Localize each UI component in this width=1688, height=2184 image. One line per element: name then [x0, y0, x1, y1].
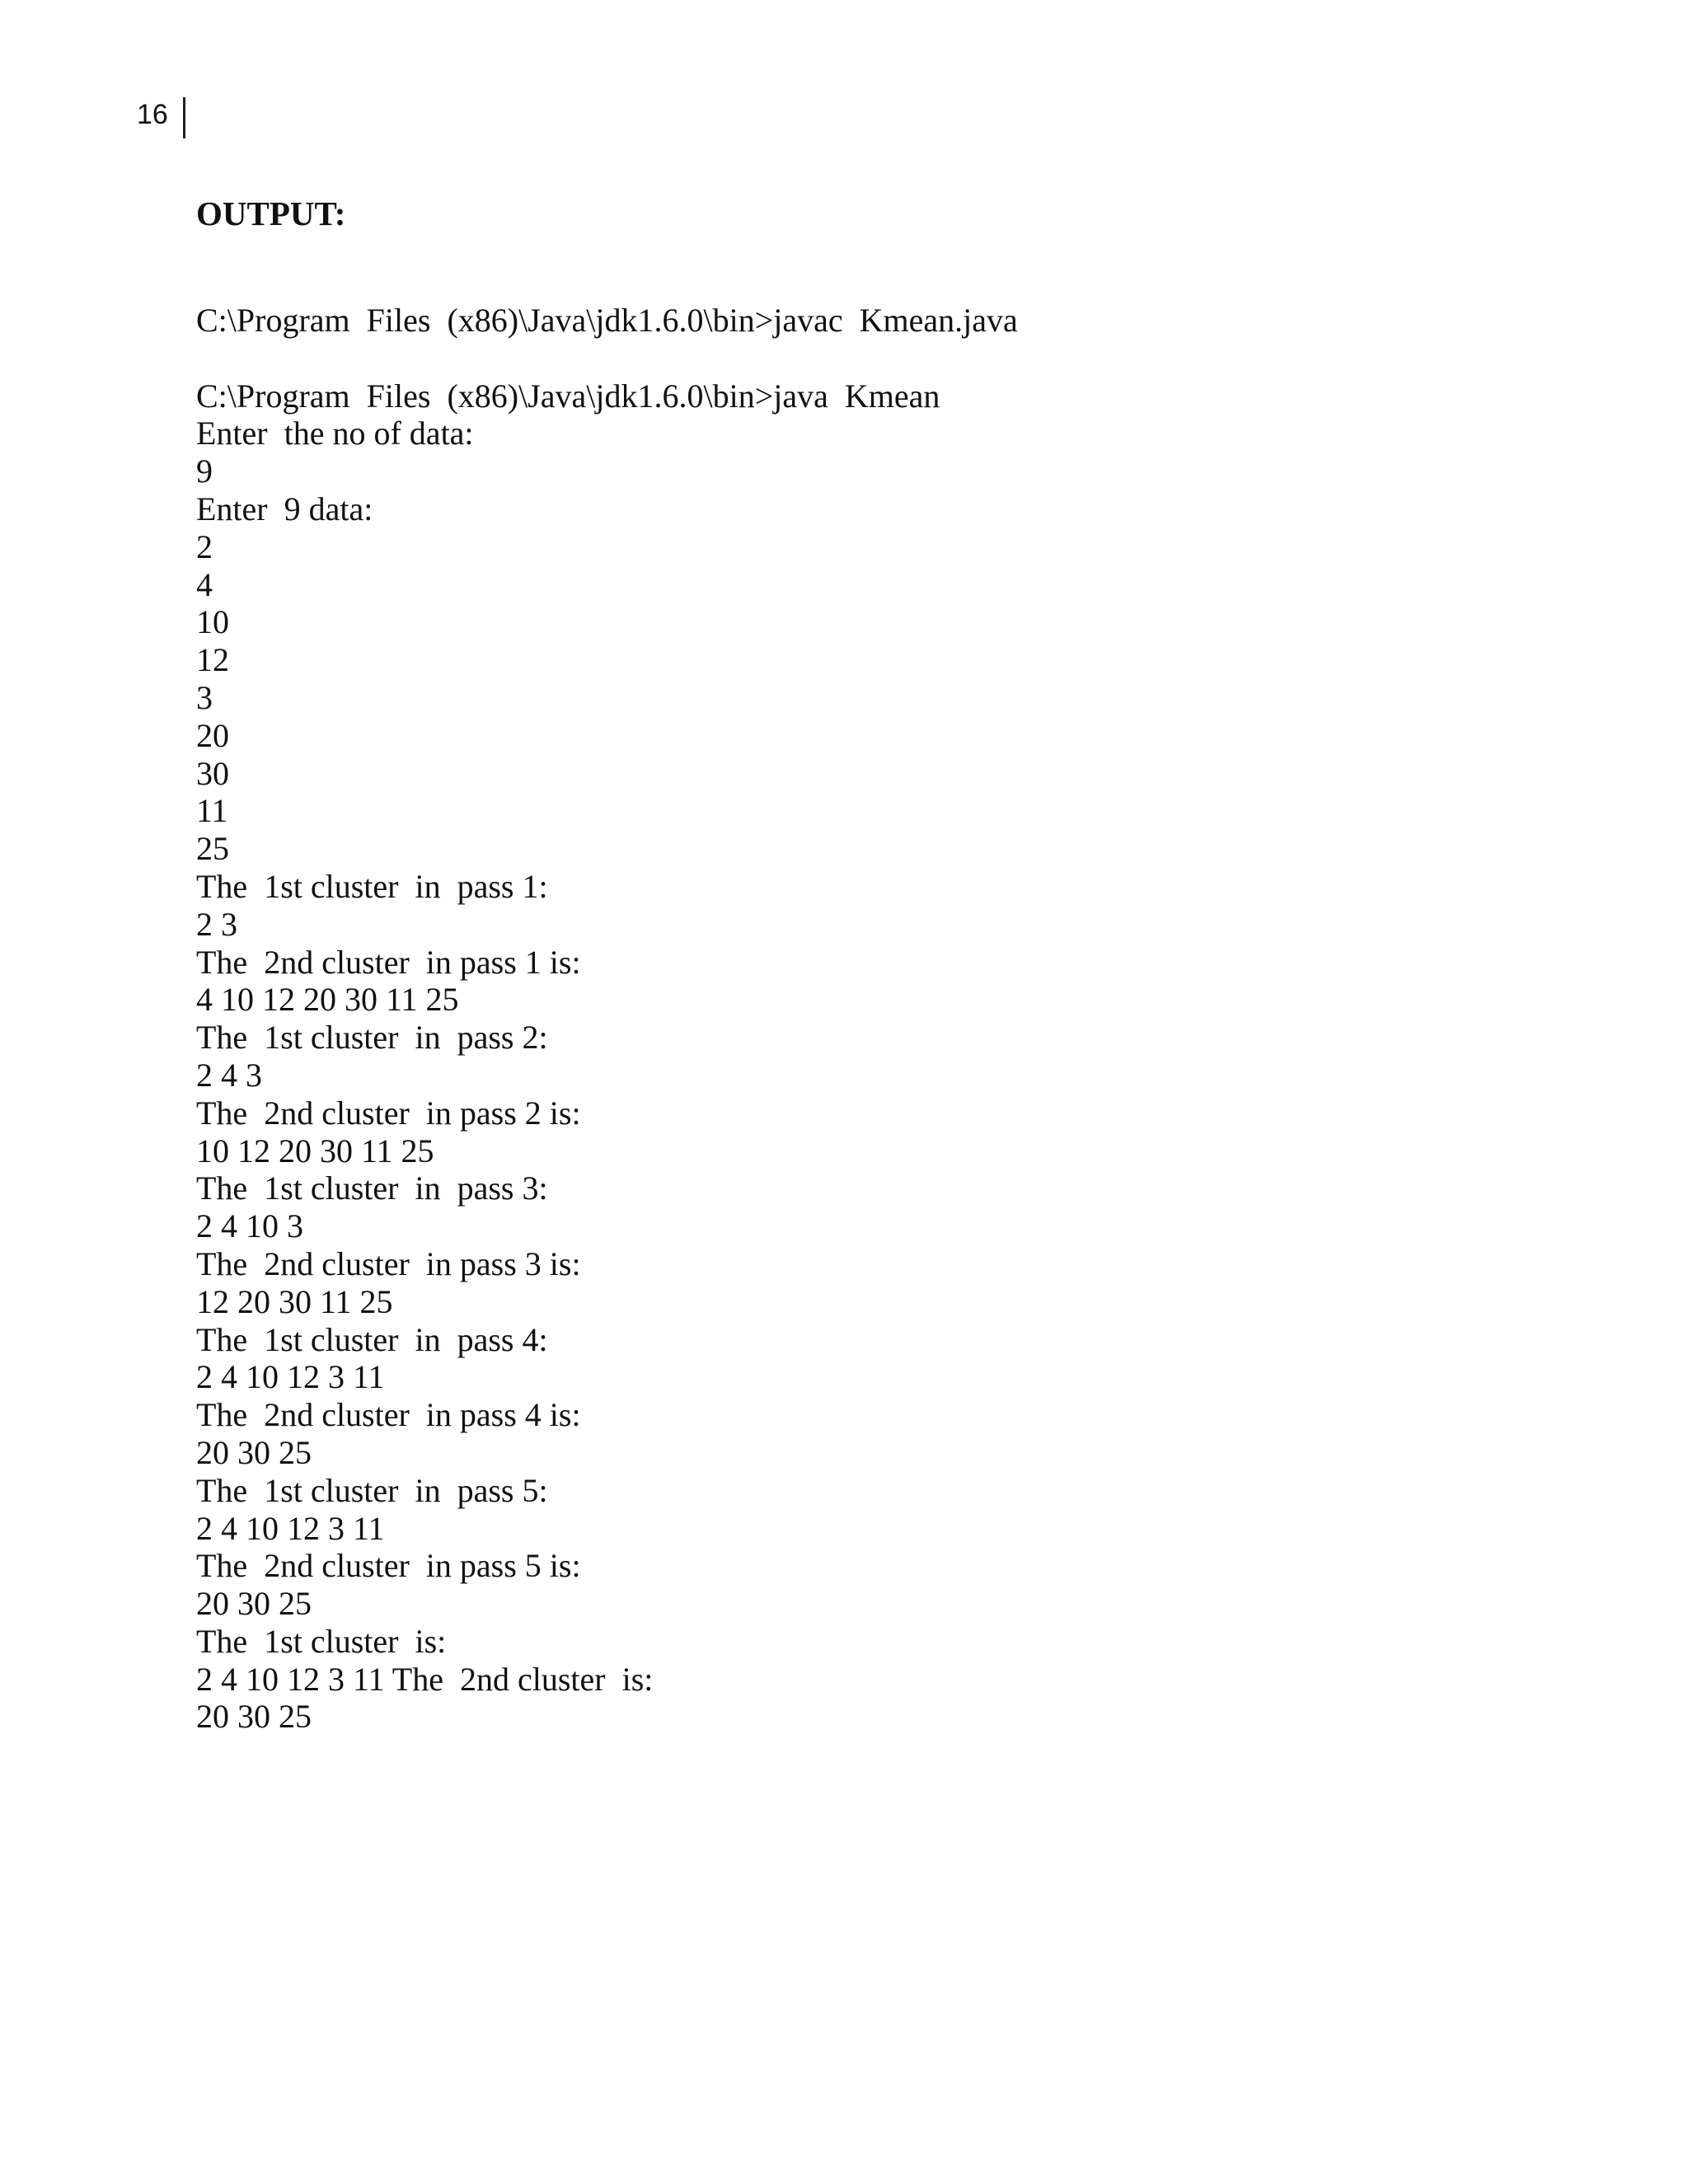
output-line: The 1st cluster in pass 1:	[196, 867, 548, 905]
output-line: 10 12 20 30 11 25	[196, 1132, 434, 1169]
output-line: 2 4 10 3	[196, 1207, 303, 1245]
output-line: 12	[196, 641, 229, 679]
output-line: The 2nd cluster in pass 4 is:	[196, 1396, 581, 1434]
run-output	[196, 377, 1018, 1736]
output-line: 4	[196, 565, 213, 603]
output-line: 4 10 12 20 30 11 25	[196, 981, 459, 1019]
output-line: 2 3	[196, 905, 237, 943]
output-line: 2 4 10 12 3 11 The 2nd cluster is:	[196, 1660, 654, 1698]
console-output	[196, 302, 1018, 1736]
blank-line	[196, 340, 1018, 377]
output-line: 20 30 25	[196, 1698, 312, 1736]
output-line: 20	[196, 716, 229, 754]
output-line: The 1st cluster is:	[196, 1622, 447, 1660]
output-line: 2	[196, 527, 213, 565]
compile-command-line: C:\Program Files (x86)\Java\jdk1.6.0\bin>javac Kmean.java	[196, 302, 1018, 339]
output-line: The 2nd cluster in pass 5 is:	[196, 1547, 581, 1585]
output-line: 2 4 3	[196, 1056, 262, 1094]
output-line: 2 4 10 12 3 11	[196, 1358, 385, 1396]
output-line: The 1st cluster in pass 4:	[196, 1320, 548, 1358]
output-line: Enter 9 data:	[196, 490, 373, 527]
page-number: 16	[137, 97, 185, 138]
output-line: 30	[196, 754, 229, 792]
output-line: The 2nd cluster in pass 1 is:	[196, 943, 581, 981]
output-line: 20 30 25	[196, 1585, 312, 1623]
output-line: 9	[196, 452, 213, 490]
output-line: The 2nd cluster in pass 3 is:	[196, 1244, 581, 1282]
output-line: The 1st cluster in pass 3:	[196, 1169, 548, 1207]
output-line: The 1st cluster in pass 5:	[196, 1471, 548, 1509]
output-line: 12 20 30 11 25	[196, 1282, 393, 1320]
output-line: 25	[196, 830, 229, 868]
output-line: Enter the no of data:	[196, 415, 474, 452]
output-line: 2 4 10 12 3 11	[196, 1509, 385, 1547]
output-line: 10	[196, 603, 229, 641]
output-line: 20 30 25	[196, 1433, 312, 1471]
output-line: C:\Program Files (x86)\Java\jdk1.6.0\bin>java Kmean	[196, 377, 940, 415]
output-line: 3	[196, 678, 213, 716]
output-line: 11	[196, 792, 228, 830]
output-line: The 1st cluster in pass 2:	[196, 1019, 548, 1057]
output-line: The 2nd cluster in pass 2 is:	[196, 1094, 581, 1132]
output-heading: OUTPUT:	[196, 194, 346, 232]
